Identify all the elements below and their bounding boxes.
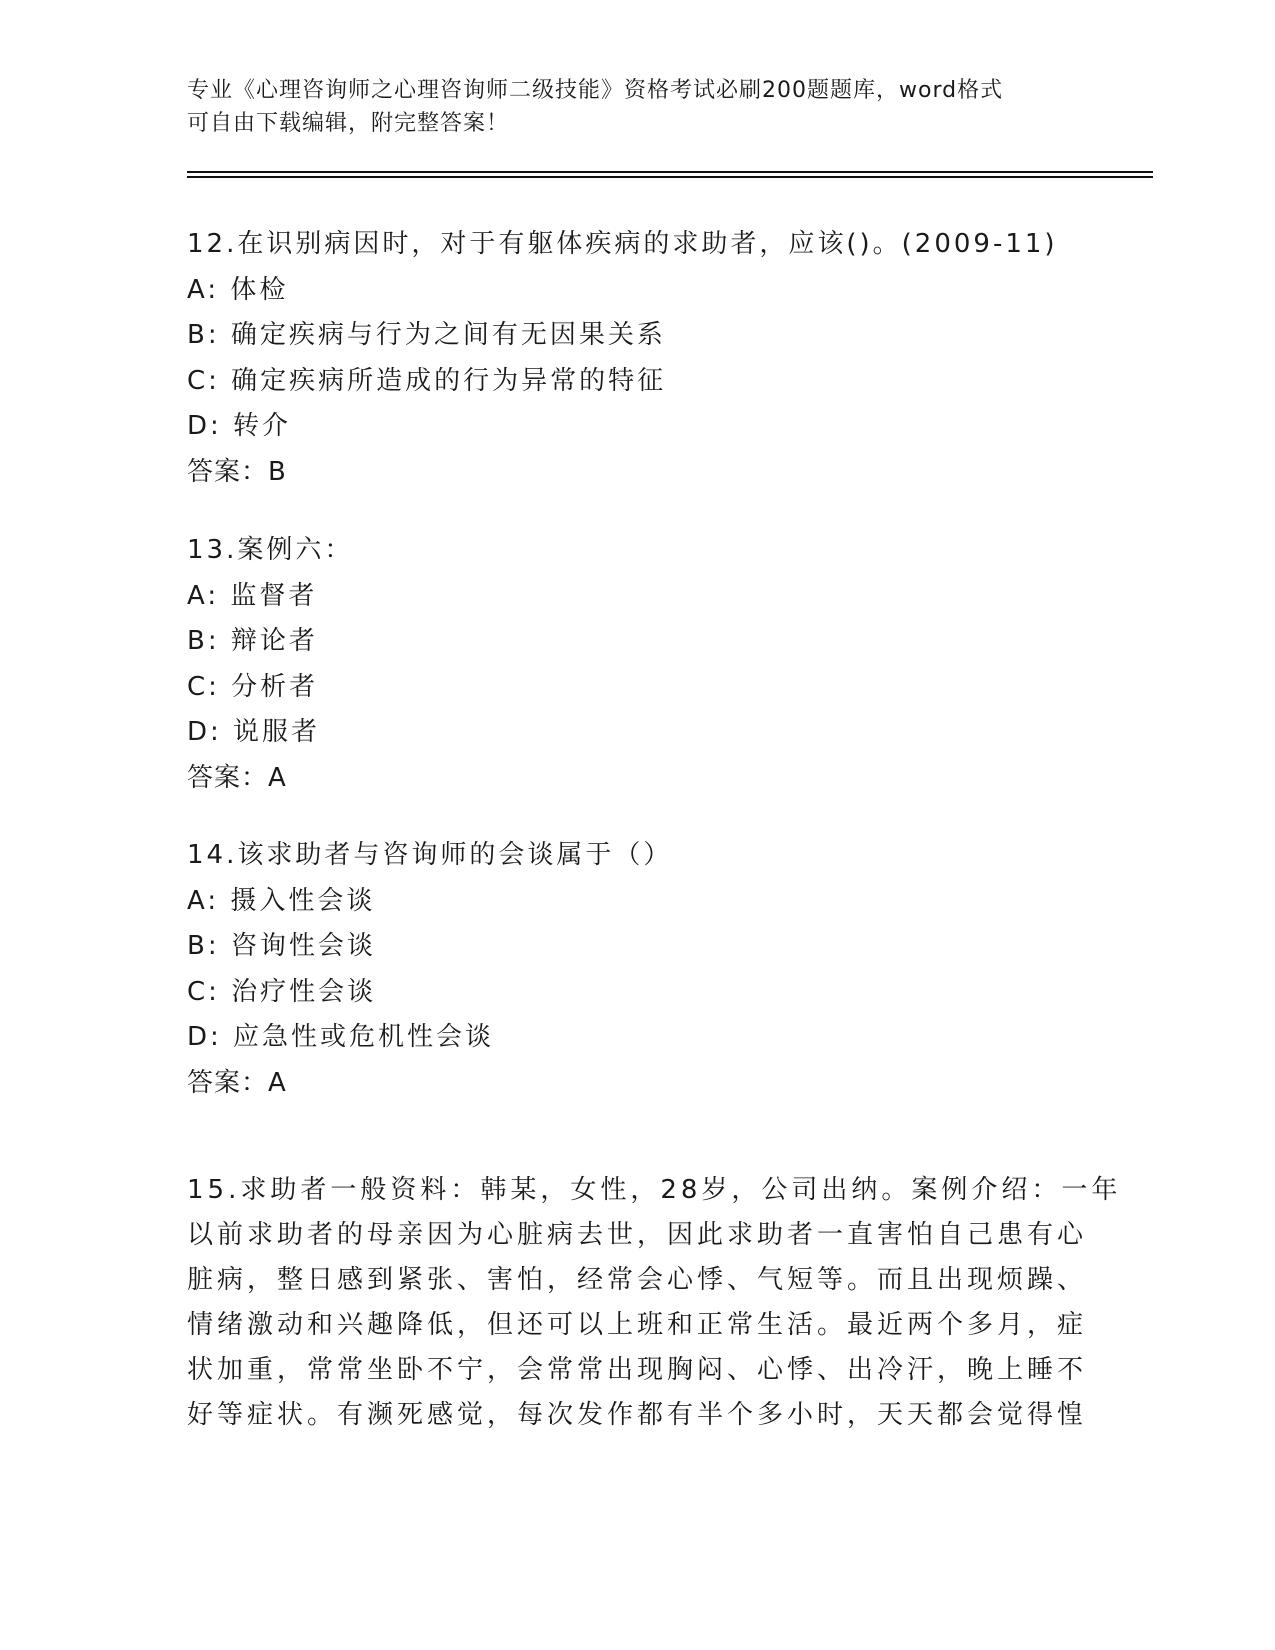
answer-label: 答案：A: [187, 1067, 287, 1098]
question-15: [187, 1168, 1122, 1438]
option-a: A: 体检: [187, 274, 289, 305]
paragraph-line: 脏病，整日感到紧张、害怕，经常会心悸、气短等。而且出现烦躁、: [187, 1265, 1088, 1295]
header-line-2: 可自由下载编辑，附完整答案！: [187, 111, 510, 136]
option-c: C: 治疗性会谈: [187, 976, 377, 1007]
option-d: D: 转介: [187, 411, 292, 441]
option-c: C: 分析者: [187, 671, 319, 702]
header-line-1: 专业《心理咨询师之心理咨询师二级技能》资格考试必刷200题题库，word格式: [187, 78, 1004, 103]
answer-label: 答案：B: [187, 456, 287, 487]
answer-label: 答案：A: [187, 762, 287, 793]
option-a: A: 摄入性会谈: [187, 885, 376, 916]
question-14: [187, 833, 1087, 1106]
question-stem: 12.在识别病因时，对于有躯体疾病的求助者，应该()。(2009-11): [187, 229, 1058, 259]
option-c: C: 确定疾病所造成的行为异常的特征: [187, 365, 667, 396]
header-rule-top: [187, 171, 1153, 173]
question-12: [187, 222, 1087, 495]
question-stem: 14.该求助者与咨询师的会谈属于（）: [187, 840, 673, 870]
option-d: D: 说服者: [187, 717, 321, 747]
option-b: B: 咨询性会谈: [187, 931, 376, 961]
paragraph-line: 情绪激动和兴趣降低，但还可以上班和正常生活。最近两个多月，症: [187, 1310, 1088, 1340]
option-b: B: 确定疾病与行为之间有无因果关系: [187, 320, 666, 350]
question-stem: 13.案例六：: [187, 535, 354, 565]
paragraph-line: 以前求助者的母亲因为心脏病去世，因此求助者一直害怕自己患有心: [187, 1220, 1088, 1250]
header-rule-bottom: [187, 176, 1153, 178]
question-13: [187, 528, 1087, 801]
option-d: D: 应急性或危机性会谈: [187, 1022, 495, 1052]
option-b: B: 辩论者: [187, 626, 318, 656]
option-a: A: 监督者: [187, 580, 318, 611]
paragraph-line: 状加重，常常坐卧不宁，会常常出现胸闷、心悸、出冷汗，晚上睡不: [187, 1355, 1088, 1385]
document-header: [187, 74, 1067, 140]
paragraph-line: 15.求助者一般资料：韩某，女性，28岁，公司出纳。案例介绍：一年: [187, 1175, 1122, 1205]
paragraph-line: 好等症状。有濒死感觉，每次发作都有半个多小时，天天都会觉得惶: [187, 1400, 1088, 1430]
